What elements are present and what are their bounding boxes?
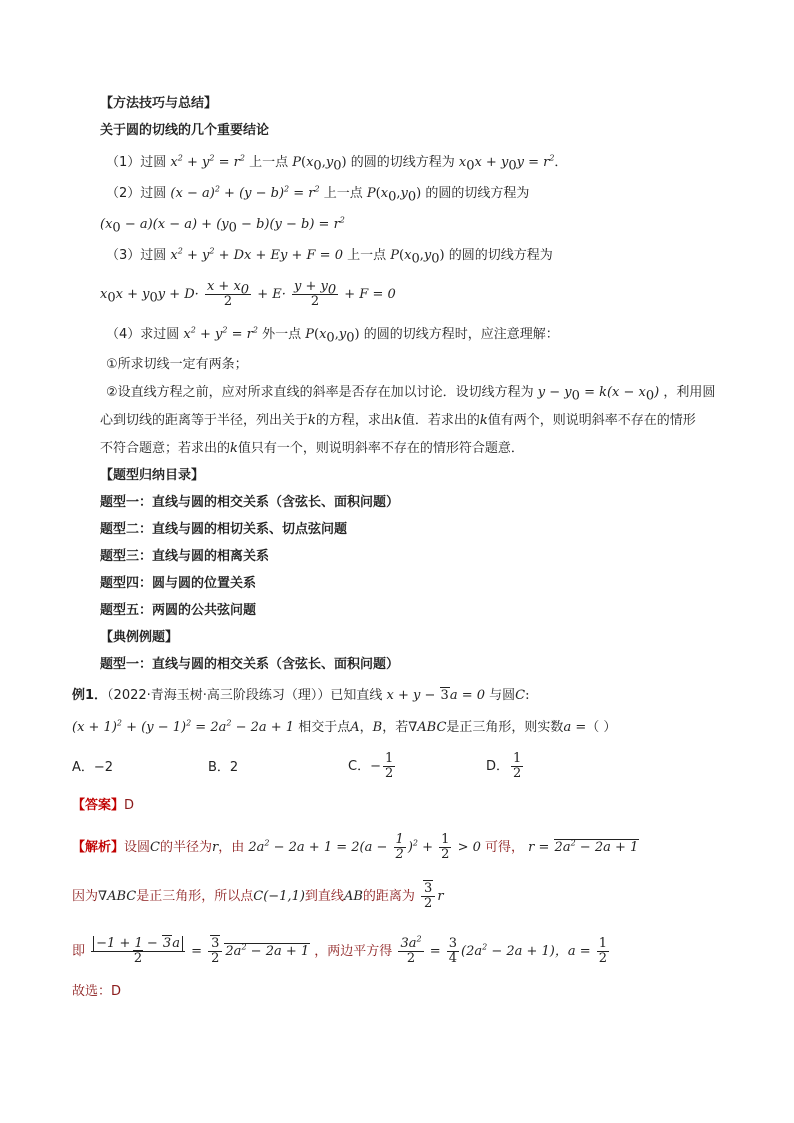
answer: 【答案】D (72, 798, 135, 813)
condition-2-cont-2: 不符合题意；若求出的k值只有一个，则说明斜率不存在的情形符合题意． (100, 441, 524, 456)
example-1-cont: $(x + 1)^2 + (y - 1)^2 = 2a^2 - 2a + 1$ 相交于点A，B，若∇ABC是正三角形，则实数a =（ ） (72, 718, 617, 735)
catalog-item-4: 题型四：圆与圆的位置关系 (100, 576, 257, 591)
examples-header: 【典例例题】 (100, 630, 179, 645)
catalog-item-2: 题型二：直线与圆的相切关系、切点弦问题 (100, 522, 348, 537)
item-3: （3）过圆 $x^2 + y^2 + Dx + Ey + F = 0$ 上一点 $P(x_0,y_0)$ 的圆的切线方程为 (106, 246, 553, 267)
example-1: 例1．（2022·青海玉树·高三阶段练习（理））已知直线 x + y − 3a = 0 与圆C: (72, 688, 530, 703)
final-choice: 故选：D (72, 984, 122, 999)
option-b: B．2 (208, 760, 239, 775)
item-3-equation: $x_0x + y_0y + D\cdot$ $\frac{x + x_0}{2}$ + E· $\frac{y + y_0}{2}$ + F = 0 (100, 279, 396, 309)
analysis-line-3: 即 $\frac{-1 + 1 - 3a}{2}$ = $\frac{3}{2}$ $2a^2 - 2a + 1$ ，两边平方得 $\frac{3a^2}{2}$ = $\frac{3}{4}$ $(2a^2 - 2a + 1)$，a = $\frac{1}{2}$ (72, 934, 608, 966)
catalog-item-5: 题型五：两圆的公共弦问题 (100, 603, 257, 618)
option-d: D． $\frac{1}{2}$ (486, 751, 522, 781)
catalog-item-1: 题型一：直线与圆的相交关系（含弦长、面积问题） (100, 495, 400, 510)
condition-2: ②设直线方程之前，应对所求直线的斜率是否存在加以讨论．设切线方程为 $y - y_0 = k(x - x_0)$ ，利用圆 (106, 385, 716, 404)
analysis-line-2: 因为∇ABC是正三角形，所以点C(−1,1)到直线AB的距离为 $\frac{3}{2}$ r (72, 881, 444, 911)
item-4: （4）求过圆 $x^2 + y^2 = r^2$ 外一点 $P(x_0,y_0)$ 的圆的切线方程时，应注意理解： (106, 325, 559, 346)
option-c: C．− $\frac{1}{2}$ (348, 751, 394, 781)
section-subtitle: 关于圆的切线的几个重要结论 (100, 123, 270, 138)
catalog-item-3: 题型三：直线与圆的相离关系 (100, 549, 270, 564)
item-2-equation: $(x_0 - a)(x - a) + (y_0 - b)(y - b) = r^2$ (100, 215, 345, 236)
section-header: 【方法技巧与总结】 (100, 96, 218, 111)
examples-topic: 题型一：直线与圆的相交关系（含弦长、面积问题） (100, 657, 400, 672)
catalog-header: 【题型归纳目录】 (100, 468, 205, 483)
option-a: A．−2 (72, 760, 114, 775)
analysis-line-1: 【解析】设圆C的半径为r，由 $2a^2 - 2a + 1 = 2(a$ − $\frac{1}{2}$ )$^2$ + $\frac{1}{2}$ > 0 可得， $r = 2a^2 - 2a + 1$ (72, 832, 639, 862)
item-2: （2）过圆 $(x - a)^2 + (y - b)^2 = r^2$ 上一点 $P(x_0,y_0)$ 的圆的切线方程为 (106, 184, 530, 205)
item-1: （1）过圆 $x^2 + y^2 = r^2$ 上一点 $P(x_0,y_0)$ 的圆的切线方程为 $x_0x + y_0y = r^2$． (106, 153, 568, 174)
condition-1: ①所求切线一定有两条； (106, 357, 248, 372)
condition-2-cont-1: 心到切线的距离等于半径，列出关于k的方程，求出k值．若求出的k值有两个，则说明斜率不存在的情形 (100, 413, 696, 428)
